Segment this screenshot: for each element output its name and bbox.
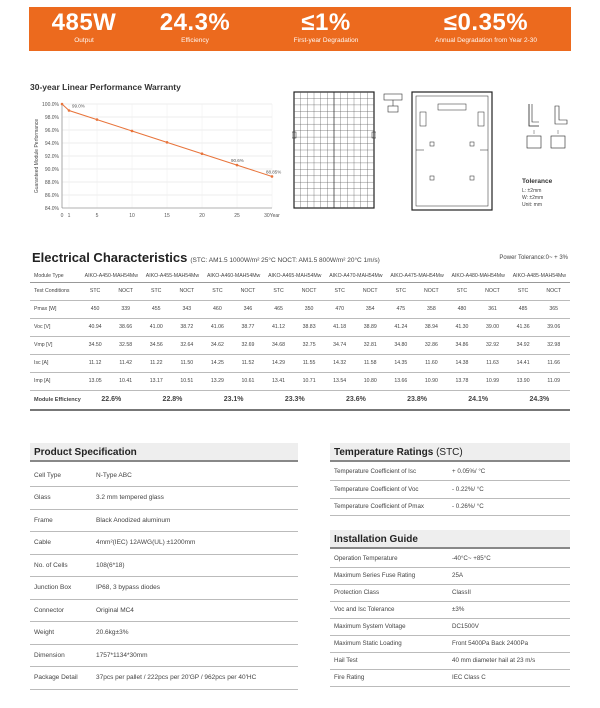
spec-value: ClassII	[448, 584, 570, 601]
condition-cell: STC	[386, 282, 415, 300]
table-cell: 32.58	[109, 336, 141, 354]
chart-title: 30-year Linear Performance Warranty	[30, 82, 181, 92]
table-cell: 13.90	[509, 372, 538, 390]
spec-row	[330, 618, 570, 635]
efficiency-cell: 23.6%	[325, 390, 386, 410]
condition-cell: NOCT	[476, 282, 508, 300]
efficiency-cell: 22.6%	[81, 390, 142, 410]
table-cell: 339	[109, 300, 141, 318]
installation-table	[330, 550, 570, 687]
spec-row	[330, 481, 570, 499]
model-name: AIKO-A475-MAH54Mw	[386, 270, 447, 282]
table-cell: 11.63	[476, 354, 508, 372]
tolerance-width: W: ±2mm	[522, 195, 544, 201]
table-cell: 39.00	[476, 318, 508, 336]
stat-value: 485W	[51, 9, 117, 36]
spec-row	[330, 584, 570, 601]
table-cell: 343	[171, 300, 203, 318]
table-cell: 38.72	[171, 318, 203, 336]
product-spec-header	[30, 443, 298, 462]
spec-key: Maximum System Voltage	[330, 618, 448, 635]
tolerance-length: L: ±2mm	[522, 188, 542, 194]
table-cell: 13.66	[386, 372, 415, 390]
table-cell: 38.89	[354, 318, 386, 336]
x-tick-label: 1	[67, 213, 71, 219]
spec-row	[330, 652, 570, 669]
x-tick-label: 25	[234, 213, 240, 219]
table-cell: 354	[354, 300, 386, 318]
x-tick-label: 0	[60, 213, 64, 219]
spec-key: Maximum Series Fuse Rating	[330, 567, 448, 584]
table-cell: 32.81	[354, 336, 386, 354]
data-point	[271, 175, 274, 178]
spec-key: Cable	[30, 532, 92, 555]
table-cell: 365	[537, 300, 570, 318]
spec-value: DC1500V	[448, 618, 570, 635]
spec-value: -40°C~ +85°C	[448, 550, 570, 567]
module-type-row	[30, 270, 570, 282]
table-cell: 450	[81, 300, 110, 318]
table-cell: 455	[142, 300, 171, 318]
spec-value: 1757*1134*30mm	[92, 644, 298, 667]
condition-cell: NOCT	[415, 282, 447, 300]
condition-cell: NOCT	[293, 282, 325, 300]
electrical-subtitle: (STC: AM1.5 1000W/m² 25°C NOCT: AM1.5 800W/m² 20°C 1m/s)	[190, 257, 380, 264]
table-cell: 10.41	[109, 372, 141, 390]
table-cell: 14.29	[264, 354, 293, 372]
table-cell: 41.36	[509, 318, 538, 336]
first-year-degradation-stat	[251, 7, 401, 51]
tolerance-unit: Unit: mm	[522, 202, 542, 208]
table-row	[30, 318, 570, 336]
table-cell: 32.98	[537, 336, 570, 354]
table-cell: 10.80	[354, 372, 386, 390]
spec-value: IP68, 3 bypass diodes	[92, 577, 298, 600]
spec-value: 4mm²(IEC) 12AWG(UL) ±1200mm	[92, 532, 298, 555]
table-cell: 38.94	[415, 318, 447, 336]
condition-cell: NOCT	[171, 282, 203, 300]
spec-row	[30, 599, 298, 622]
table-cell: 34.68	[264, 336, 293, 354]
spec-value: Black Anodized aluminum	[92, 509, 298, 532]
product-spec-table	[30, 464, 298, 690]
power-tolerance: Power Tolerance:0~ + 3%	[499, 255, 568, 261]
table-row	[30, 300, 570, 318]
data-point	[68, 109, 71, 112]
table-cell: 41.00	[142, 318, 171, 336]
data-point	[61, 103, 64, 106]
table-cell: 34.74	[325, 336, 354, 354]
table-cell: 32.92	[476, 336, 508, 354]
table-cell: 13.17	[142, 372, 171, 390]
product-spec-title: Product Specification	[34, 447, 137, 458]
table-cell: 32.75	[293, 336, 325, 354]
y-tick-label: 90.0%	[44, 167, 59, 173]
x-tick-label: 5	[95, 213, 99, 219]
table-cell: 11.50	[171, 354, 203, 372]
spec-row	[30, 622, 298, 645]
table-cell: 11.42	[109, 354, 141, 372]
spec-value: - 0.22%/ °C	[448, 481, 570, 499]
spec-row	[30, 487, 298, 510]
spec-key: Junction Box	[30, 577, 92, 600]
data-label: 90.6%	[231, 158, 244, 164]
stat-value: ≤0.35%	[443, 9, 529, 36]
condition-cell: NOCT	[354, 282, 386, 300]
spec-row	[330, 498, 570, 516]
efficiency-row	[30, 390, 570, 410]
spec-row	[330, 550, 570, 567]
data-point	[166, 141, 169, 144]
temperature-header	[330, 443, 570, 462]
table-cell: 10.51	[171, 372, 203, 390]
spec-value: - 0.26%/ °C	[448, 498, 570, 516]
row-label: Pmax [W]	[30, 300, 81, 318]
warranty-chart	[30, 96, 292, 224]
table-cell: 346	[232, 300, 264, 318]
spec-row	[330, 463, 570, 481]
table-cell: 14.41	[509, 354, 538, 372]
data-point	[131, 130, 134, 133]
efficiency-stat	[139, 7, 251, 51]
efficiency-cell: 24.1%	[448, 390, 509, 410]
spec-key: Protection Class	[330, 584, 448, 601]
row-label: Voc [V]	[30, 318, 81, 336]
table-cell: 14.38	[448, 354, 477, 372]
table-cell: 350	[293, 300, 325, 318]
spec-key: Connector	[30, 599, 92, 622]
table-cell: 361	[476, 300, 508, 318]
table-cell: 13.05	[81, 372, 110, 390]
spec-key: Temperature Coefficient of Voc	[330, 481, 448, 499]
table-cell: 32.64	[171, 336, 203, 354]
table-cell: 34.62	[203, 336, 232, 354]
table-cell: 38.83	[293, 318, 325, 336]
spec-key: Maximum Static Loading	[330, 635, 448, 652]
table-cell: 465	[264, 300, 293, 318]
temperature-table	[330, 463, 570, 516]
spec-value: IEC Class C	[448, 669, 570, 686]
spec-row	[330, 669, 570, 686]
row-label: Vmp [V]	[30, 336, 81, 354]
table-cell: 32.69	[232, 336, 264, 354]
table-cell: 11.22	[142, 354, 171, 372]
installation-title: Installation Guide	[334, 534, 418, 545]
table-cell: 34.80	[386, 336, 415, 354]
spec-key: Temperature Coefficient of Isc	[330, 463, 448, 481]
y-axis-label: Guaranteed Module Performance	[34, 118, 40, 194]
spec-row	[30, 532, 298, 555]
spec-key: Frame	[30, 509, 92, 532]
temperature-title: Temperature Ratings	[334, 447, 434, 458]
table-cell: 11.12	[81, 354, 110, 372]
temperature-title-note: (STC)	[436, 447, 463, 458]
data-point	[236, 164, 239, 167]
spec-value: ±3%	[448, 601, 570, 618]
module-back-drawing	[410, 90, 494, 212]
table-cell: 10.61	[232, 372, 264, 390]
spec-value: 20.6kg±3%	[92, 622, 298, 645]
spec-key: Operation Temperature	[330, 550, 448, 567]
spec-row	[330, 601, 570, 618]
spec-row	[330, 567, 570, 584]
efficiency-cell: 23.1%	[203, 390, 264, 410]
table-cell: 475	[386, 300, 415, 318]
table-cell: 470	[325, 300, 354, 318]
spec-row	[30, 554, 298, 577]
x-tick-label: 20	[199, 213, 205, 219]
installation-header	[330, 530, 570, 549]
output-stat	[29, 7, 139, 51]
model-name: AIKO-A465-MAH54Mw	[264, 270, 325, 282]
x-tick-label: 15	[164, 213, 170, 219]
stat-value: ≤1%	[301, 9, 351, 36]
table-cell: 41.30	[448, 318, 477, 336]
table-cell: 41.12	[264, 318, 293, 336]
row-label: Module Efficiency	[30, 390, 81, 410]
model-name: AIKO-A470-MAH54Mw	[325, 270, 386, 282]
model-name: AIKO-A485-MAH54Mw	[509, 270, 570, 282]
spec-key: Cell Type	[30, 464, 92, 487]
electrical-title	[32, 250, 380, 265]
condition-cell: NOCT	[232, 282, 264, 300]
spec-value: + 0.05%/ °C	[448, 463, 570, 481]
stat-value: 24.3%	[159, 9, 231, 36]
y-tick-label: 98.0%	[44, 115, 59, 121]
y-tick-label: 84.0%	[44, 206, 59, 212]
spec-value: Front 5400Pa Back 2400Pa	[448, 635, 570, 652]
model-name: AIKO-A480-MAH54Mw	[448, 270, 509, 282]
y-tick-label: 100.0%	[42, 102, 59, 108]
table-row	[30, 354, 570, 372]
model-name: AIKO-A450-MAH54Mw	[81, 270, 142, 282]
spec-key: Hail Test	[330, 652, 448, 669]
table-cell: 34.92	[509, 336, 538, 354]
condition-cell: STC	[142, 282, 171, 300]
condition-cell: STC	[325, 282, 354, 300]
data-label: 99.0%	[72, 103, 85, 109]
data-point	[96, 118, 99, 121]
table-cell: 11.55	[293, 354, 325, 372]
table-cell: 13.41	[264, 372, 293, 390]
efficiency-cell: 23.8%	[386, 390, 447, 410]
spec-value: 3.2 mm tempered glass	[92, 487, 298, 510]
spec-value: 25A	[448, 567, 570, 584]
x-tick-label: 30Year	[264, 213, 280, 219]
row-label: Isc [A]	[30, 354, 81, 372]
table-cell: 34.50	[81, 336, 110, 354]
junction-box-drawing	[378, 92, 408, 114]
spec-row	[30, 644, 298, 667]
table-cell: 34.86	[448, 336, 477, 354]
stat-label: Output	[74, 37, 94, 44]
key-specs-banner	[29, 7, 571, 51]
table-cell: 10.99	[476, 372, 508, 390]
table-cell: 14.35	[386, 354, 415, 372]
condition-cell: STC	[203, 282, 232, 300]
table-cell: 11.52	[232, 354, 264, 372]
spec-row	[330, 635, 570, 652]
table-cell: 39.06	[537, 318, 570, 336]
spec-key: Fire Rating	[330, 669, 448, 686]
spec-key: Package Detail	[30, 667, 92, 690]
model-name: AIKO-A460-MAH54Mw	[203, 270, 264, 282]
stat-label: First-year Degradation	[293, 37, 359, 44]
efficiency-cell: 22.8%	[142, 390, 203, 410]
y-tick-label: 88.0%	[44, 180, 59, 186]
table-cell: 40.94	[81, 318, 110, 336]
table-row	[30, 336, 570, 354]
row-label: Module Type	[30, 270, 81, 282]
spec-row	[30, 509, 298, 532]
table-cell: 41.24	[386, 318, 415, 336]
spec-key: Temperature Coefficient of Pmax	[330, 498, 448, 516]
table-cell: 13.78	[448, 372, 477, 390]
condition-cell: STC	[81, 282, 110, 300]
tolerance-title: Tolerance	[522, 178, 553, 185]
model-name: AIKO-A455-MAH54Mw	[142, 270, 203, 282]
electrical-title-text: Electrical Characteristics	[32, 250, 188, 265]
condition-cell: NOCT	[109, 282, 141, 300]
y-tick-label: 96.0%	[44, 128, 59, 134]
table-cell: 11.58	[354, 354, 386, 372]
condition-cell: STC	[264, 282, 293, 300]
data-label: 88.85%	[266, 169, 282, 175]
table-cell: 41.06	[203, 318, 232, 336]
table-cell: 485	[509, 300, 538, 318]
spec-key: Glass	[30, 487, 92, 510]
module-front-drawing	[292, 90, 376, 210]
y-tick-label: 92.0%	[44, 154, 59, 160]
table-cell: 10.71	[293, 372, 325, 390]
stat-label: Efficiency	[181, 37, 209, 44]
data-point	[201, 152, 204, 155]
spec-key: Dimension	[30, 644, 92, 667]
condition-cell: STC	[509, 282, 538, 300]
efficiency-cell: 24.3%	[509, 390, 570, 410]
x-tick-label: 10	[129, 213, 135, 219]
table-cell: 11.60	[415, 354, 447, 372]
electrical-table	[30, 270, 570, 411]
row-label: Test Conditions	[30, 282, 81, 300]
table-cell: 34.56	[142, 336, 171, 354]
row-label: Imp [A]	[30, 372, 81, 390]
spec-value: 37pcs per pallet / 222pcs per 20'GP / 962pcs per 40'HC	[92, 667, 298, 690]
spec-key: No. of Cells	[30, 554, 92, 577]
y-tick-label: 86.0%	[44, 193, 59, 199]
table-cell: 480	[448, 300, 477, 318]
spec-row	[30, 464, 298, 487]
table-cell: 41.18	[325, 318, 354, 336]
table-cell: 38.66	[109, 318, 141, 336]
table-cell: 14.25	[203, 354, 232, 372]
spec-key: Weight	[30, 622, 92, 645]
table-cell: 11.66	[537, 354, 570, 372]
frame-section-drawing	[523, 100, 573, 156]
spec-row	[30, 667, 298, 690]
stat-label: Annual Degradation from Year 2-30	[435, 37, 537, 44]
table-cell: 38.77	[232, 318, 264, 336]
table-cell: 11.09	[537, 372, 570, 390]
annual-degradation-stat	[401, 7, 571, 51]
spec-key: Voc and Isc Tolerance	[330, 601, 448, 618]
spec-value: Original MC4	[92, 599, 298, 622]
y-tick-label: 94.0%	[44, 141, 59, 147]
table-row	[30, 372, 570, 390]
table-cell: 460	[203, 300, 232, 318]
spec-value: N-Type ABC	[92, 464, 298, 487]
table-cell: 13.29	[203, 372, 232, 390]
table-cell: 14.32	[325, 354, 354, 372]
table-cell: 358	[415, 300, 447, 318]
spec-value: 40 mm diameter hail at 23 m/s	[448, 652, 570, 669]
test-conditions-row	[30, 282, 570, 300]
table-cell: 10.90	[415, 372, 447, 390]
spec-value: 108(6*18)	[92, 554, 298, 577]
spec-row	[30, 577, 298, 600]
condition-cell: STC	[448, 282, 477, 300]
efficiency-cell: 23.3%	[264, 390, 325, 410]
table-cell: 32.86	[415, 336, 447, 354]
table-cell: 13.54	[325, 372, 354, 390]
condition-cell: NOCT	[537, 282, 570, 300]
